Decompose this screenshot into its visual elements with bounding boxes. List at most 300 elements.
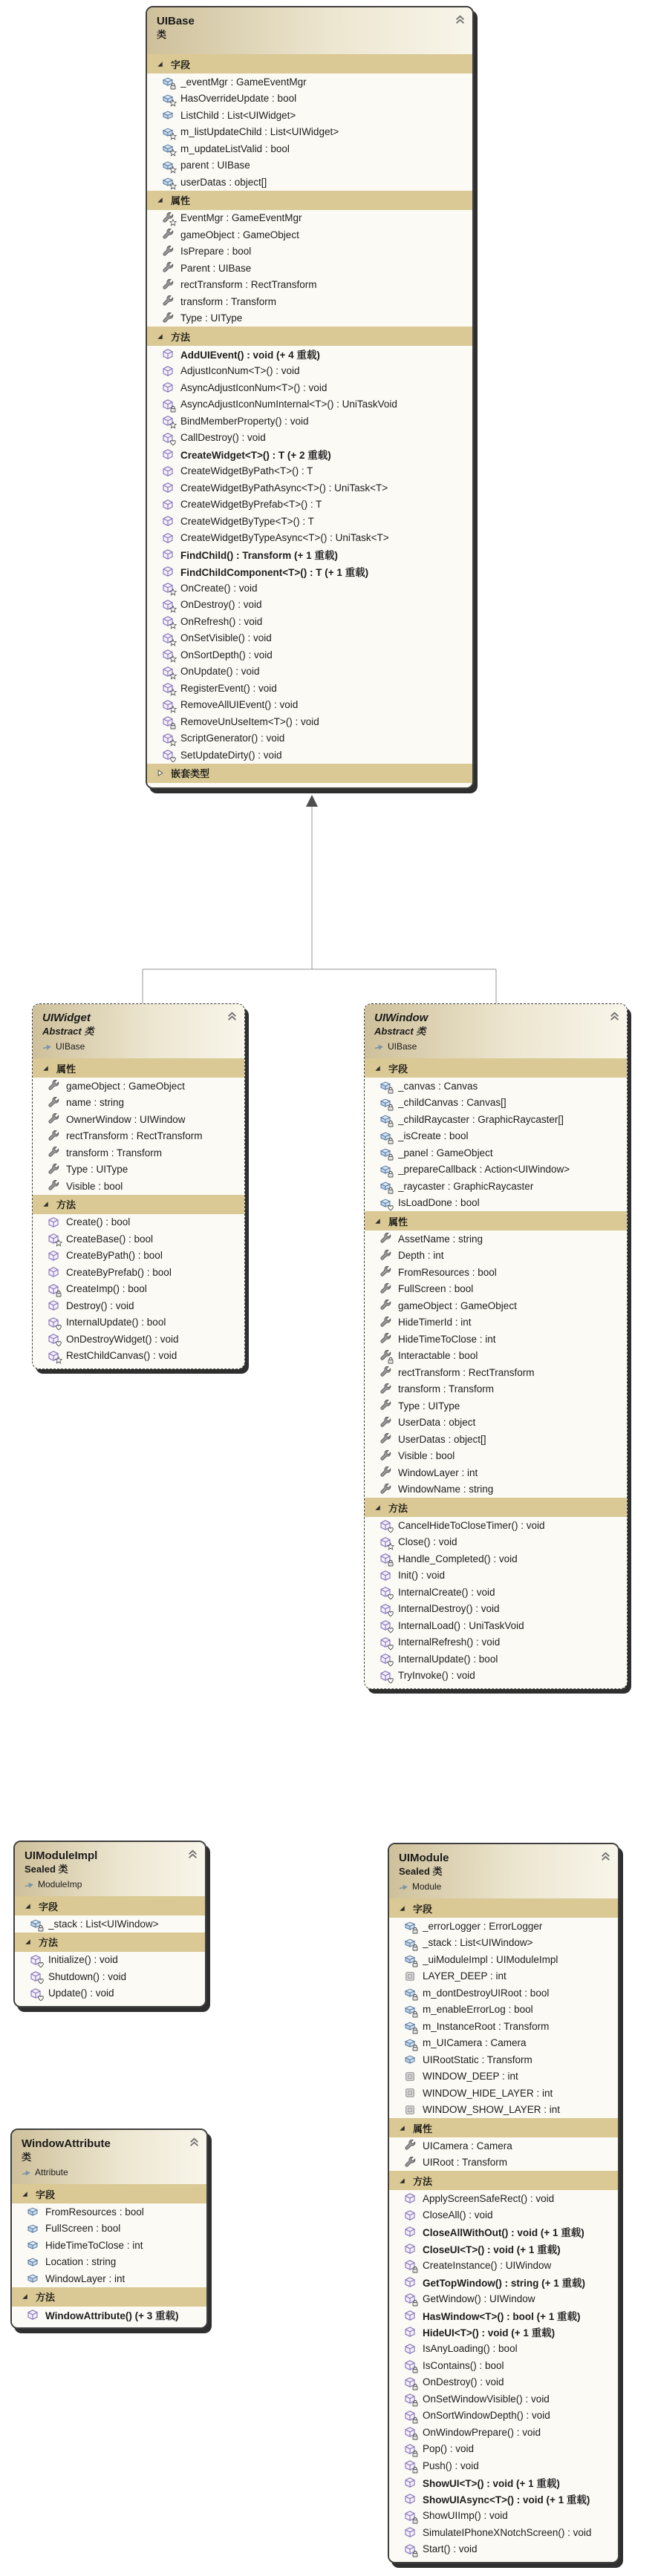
member-text: InternalRefresh() : void xyxy=(398,1636,501,1648)
member-row[interactable] xyxy=(33,1314,244,1331)
member-row[interactable] xyxy=(365,1381,627,1398)
member-row[interactable] xyxy=(389,2341,618,2358)
member-text: LAYER_DEEP : int xyxy=(423,1970,506,1982)
class-box-uimoduleimpl[interactable] xyxy=(13,1841,206,2008)
member-row[interactable] xyxy=(33,1161,244,1179)
member-row[interactable] xyxy=(147,346,472,363)
member-text: Type : UIType xyxy=(180,312,243,324)
member-row[interactable] xyxy=(365,1668,627,1685)
method-icon xyxy=(404,2359,417,2371)
field-icon xyxy=(404,1953,417,1965)
member-row[interactable] xyxy=(33,1128,244,1145)
member-row[interactable] xyxy=(147,713,472,730)
member-row[interactable] xyxy=(389,1968,618,1985)
member-row[interactable] xyxy=(12,2203,206,2221)
member-row[interactable] xyxy=(33,1230,244,1248)
member-text: m_listUpdateChild : List<UIWidget> xyxy=(180,126,339,138)
member-row[interactable] xyxy=(147,140,472,157)
member-row[interactable] xyxy=(389,2390,618,2408)
heart-badge-icon xyxy=(55,1323,62,1331)
star-badge-icon xyxy=(169,606,177,613)
method-icon xyxy=(380,1586,392,1598)
collapse-button[interactable] xyxy=(600,1851,611,1862)
lock-badge-icon xyxy=(411,1944,419,1951)
member-row[interactable] xyxy=(389,2290,618,2307)
property-icon xyxy=(48,1130,60,1142)
method-icon xyxy=(162,699,175,711)
member-row[interactable] xyxy=(389,2241,618,2258)
method-icon xyxy=(162,548,175,560)
class-box-windowattribute[interactable] xyxy=(10,2128,208,2329)
member-text: CreateWidgetByTypeAsync<T>() : UniTask<T> xyxy=(180,532,389,544)
member-text: _childCanvas : Canvas[] xyxy=(398,1097,506,1109)
member-row[interactable] xyxy=(147,243,472,260)
member-text: ShowUI<T>() : void (+ 1 重载) xyxy=(423,2477,560,2489)
member-text: ShowUIAsync<T>() : void (+ 1 重载) xyxy=(423,2494,590,2506)
expander-expanded-icon xyxy=(42,1200,50,1208)
member-row[interactable] xyxy=(15,1968,205,1985)
member-row[interactable] xyxy=(147,613,472,630)
heart-badge-icon xyxy=(387,1643,394,1651)
member-row[interactable] xyxy=(15,1985,205,2002)
member-text: _childRaycaster : GraphicRaycaster[] xyxy=(398,1113,564,1125)
member-text: CreateWidget<T>() : T (+ 2 重载) xyxy=(180,450,331,462)
lock-badge-icon xyxy=(411,2366,419,2373)
member-row[interactable] xyxy=(33,1078,244,1095)
star-badge-icon xyxy=(169,655,177,663)
member-row[interactable] xyxy=(365,1161,627,1179)
member-row[interactable] xyxy=(147,91,472,108)
star-badge-icon xyxy=(169,183,177,190)
member-row[interactable] xyxy=(365,1534,627,1551)
heart-badge-icon xyxy=(387,1659,394,1667)
member-row[interactable] xyxy=(389,1985,618,2002)
member-text: HasWindow<T>() : bool (+ 1 重载) xyxy=(423,2310,581,2322)
property-icon xyxy=(48,1180,60,1192)
member-row[interactable] xyxy=(389,2324,618,2341)
collapse-button[interactable] xyxy=(227,1011,238,1022)
member-row[interactable] xyxy=(365,1464,627,1481)
member-row[interactable] xyxy=(389,2541,618,2558)
member-row[interactable] xyxy=(365,1111,627,1128)
section-header[interactable] xyxy=(147,764,472,783)
member-text: gameObject : GameObject xyxy=(398,1300,517,1311)
member-text: CreateWidgetByPath<T>() : T xyxy=(180,465,313,477)
property-icon xyxy=(380,1283,392,1295)
member-row[interactable] xyxy=(147,747,472,764)
member-row[interactable] xyxy=(147,363,472,380)
member-row[interactable] xyxy=(365,1297,627,1314)
member-row[interactable] xyxy=(33,1331,244,1348)
member-row[interactable] xyxy=(365,1397,627,1415)
member-text: AddUIEvent() : void (+ 4 重载) xyxy=(180,350,320,361)
member-text: OnCreate() : void xyxy=(180,582,258,594)
section-label: 方法 xyxy=(56,1199,76,1210)
member-row[interactable] xyxy=(147,73,472,91)
section-label: 嵌套类型 xyxy=(171,768,210,779)
star-badge-icon xyxy=(169,589,177,596)
member-text: WINDOW_SHOW_LAYER : int xyxy=(423,2104,561,2116)
member-row[interactable] xyxy=(147,580,472,597)
expander-expanded-icon xyxy=(24,1902,32,1910)
method-icon xyxy=(162,715,175,727)
lock-badge-icon xyxy=(169,82,177,90)
member-row[interactable] xyxy=(389,1951,618,1968)
member-row[interactable] xyxy=(147,663,472,681)
member-row[interactable] xyxy=(389,2274,618,2291)
method-icon xyxy=(48,1317,60,1328)
lock-badge-icon xyxy=(387,1087,394,1094)
member-row[interactable] xyxy=(365,1651,627,1668)
member-row[interactable] xyxy=(365,1264,627,1281)
star-badge-icon xyxy=(169,133,177,140)
const-icon xyxy=(404,2071,417,2082)
member-row[interactable] xyxy=(147,124,472,141)
method-icon xyxy=(380,1519,392,1531)
lock-badge-icon xyxy=(169,405,177,413)
member-text: RestChildCanvas() : void xyxy=(66,1350,177,1362)
chevron-up-icon xyxy=(187,1849,198,1860)
class-header xyxy=(147,7,472,54)
method-icon xyxy=(404,2443,417,2455)
section-header[interactable] xyxy=(365,1211,627,1230)
section-header[interactable] xyxy=(12,2184,206,2203)
member-row[interactable] xyxy=(365,1178,627,1195)
member-row[interactable] xyxy=(389,2051,618,2068)
member-row[interactable] xyxy=(147,293,472,310)
member-row[interactable] xyxy=(147,277,472,294)
member-row[interactable] xyxy=(33,1214,244,1231)
star-badge-icon xyxy=(55,1239,62,1247)
member-text: CallDestroy() : void xyxy=(180,432,266,444)
member-row[interactable] xyxy=(389,2441,618,2458)
member-row[interactable] xyxy=(365,1634,627,1651)
member-row[interactable] xyxy=(389,2207,618,2224)
member-row[interactable] xyxy=(147,210,472,227)
inherits-arrow-icon xyxy=(42,1042,52,1052)
member-row[interactable] xyxy=(15,1915,205,1933)
member-row[interactable] xyxy=(365,1448,627,1465)
lock-badge-icon xyxy=(37,1924,45,1932)
member-row[interactable] xyxy=(33,1248,244,1265)
member-row[interactable] xyxy=(389,2474,618,2491)
member-row[interactable] xyxy=(33,1095,244,1112)
member-row[interactable] xyxy=(147,413,472,430)
class-kind: Abstract 类 xyxy=(42,1026,94,1037)
collapse-button[interactable] xyxy=(189,2137,200,2148)
member-row[interactable] xyxy=(389,2223,618,2241)
section-header[interactable] xyxy=(365,1058,627,1078)
class-box-footer xyxy=(33,1364,244,1369)
member-text: WindowLayer : int xyxy=(398,1466,478,1478)
lock-badge-icon xyxy=(411,2466,419,2474)
section-header[interactable] xyxy=(15,1896,205,1915)
member-row[interactable] xyxy=(147,446,472,463)
member-row[interactable] xyxy=(389,2424,618,2441)
member-row[interactable] xyxy=(147,530,472,547)
member-row[interactable] xyxy=(389,2190,618,2207)
member-text: Push() : void xyxy=(423,2459,479,2471)
member-row[interactable] xyxy=(33,1144,244,1161)
member-row[interactable] xyxy=(365,1567,627,1584)
member-row[interactable] xyxy=(147,379,472,396)
member-row[interactable] xyxy=(365,1281,627,1298)
member-row[interactable] xyxy=(33,1297,244,1314)
inherits-arrow-icon xyxy=(399,1882,408,1892)
member-row[interactable] xyxy=(33,1348,244,1365)
member-row[interactable] xyxy=(389,2154,618,2172)
member-text: gameObject : GameObject xyxy=(66,1080,185,1092)
class-box-footer xyxy=(365,1684,627,1688)
member-row[interactable] xyxy=(389,2508,618,2525)
property-icon xyxy=(404,2140,417,2151)
member-text: rectTransform : RectTransform xyxy=(398,1366,535,1378)
method-icon xyxy=(404,2493,417,2505)
collapse-button[interactable] xyxy=(609,1011,620,1022)
section-header[interactable] xyxy=(147,327,472,346)
class-kind: Abstract 类 xyxy=(374,1026,426,1037)
property-icon xyxy=(380,1366,392,1378)
expander-expanded-icon xyxy=(42,1064,50,1072)
method-icon xyxy=(162,381,175,393)
class-title: UIBase xyxy=(157,15,195,27)
member-row[interactable] xyxy=(147,597,472,614)
member-row[interactable] xyxy=(389,2524,618,2541)
member-row[interactable] xyxy=(365,1550,627,1567)
member-row[interactable] xyxy=(389,2102,618,2119)
member-row[interactable] xyxy=(15,1952,205,1969)
member-row[interactable] xyxy=(147,630,472,647)
member-row[interactable] xyxy=(389,1935,618,1952)
field-icon xyxy=(380,1164,392,1176)
class-box-uiwindow[interactable] xyxy=(364,1003,628,1689)
section-header[interactable] xyxy=(147,191,472,210)
member-row[interactable] xyxy=(365,1348,627,1365)
member-row[interactable] xyxy=(365,1415,627,1432)
section-header[interactable] xyxy=(365,1498,627,1517)
expander-expanded-icon xyxy=(156,60,164,68)
member-row[interactable] xyxy=(147,174,472,191)
member-text: userDatas : object[] xyxy=(180,176,267,188)
property-icon xyxy=(48,1113,60,1125)
member-row[interactable] xyxy=(389,2374,618,2391)
method-icon xyxy=(48,1300,60,1311)
member-row[interactable] xyxy=(389,2002,618,2019)
member-row[interactable] xyxy=(365,1364,627,1381)
member-row[interactable] xyxy=(365,1078,627,1095)
member-row[interactable] xyxy=(147,107,472,124)
member-row[interactable] xyxy=(147,496,472,514)
member-row[interactable] xyxy=(33,1281,244,1298)
member-row[interactable] xyxy=(365,1517,627,1534)
member-row[interactable] xyxy=(12,2307,206,2324)
member-text: Close() : void xyxy=(398,1536,457,1548)
star-badge-icon xyxy=(387,1543,394,1550)
member-row[interactable] xyxy=(147,546,472,563)
base-type-name: UIBase xyxy=(388,1041,417,1052)
class-kind: Sealed 类 xyxy=(399,1866,443,1877)
section-header[interactable] xyxy=(33,1058,244,1078)
lock-badge-icon xyxy=(411,2383,419,2390)
method-icon xyxy=(380,1653,392,1665)
field-icon xyxy=(162,126,175,138)
star-badge-icon xyxy=(169,99,177,107)
section-header[interactable] xyxy=(33,1195,244,1214)
star-badge-icon xyxy=(169,622,177,629)
member-row[interactable] xyxy=(147,463,472,480)
method-icon xyxy=(404,2510,417,2522)
field-icon xyxy=(380,1113,392,1125)
section-header[interactable] xyxy=(389,1898,618,1918)
member-text: _prepareCallback : Action<UIWindow> xyxy=(398,1164,570,1176)
member-row[interactable] xyxy=(33,1264,244,1281)
property-icon xyxy=(162,212,175,224)
member-text: EventMgr : GameEventMgr xyxy=(180,212,302,224)
member-text: HideUI<T>() : void (+ 1 重载) xyxy=(423,2327,556,2339)
member-row[interactable] xyxy=(365,1431,627,1448)
field-icon xyxy=(162,176,175,188)
member-row[interactable] xyxy=(389,2085,618,2102)
member-row[interactable] xyxy=(389,2357,618,2374)
collapse-button[interactable] xyxy=(455,14,466,25)
member-text: _stack : List<UIWindow> xyxy=(423,1937,533,1949)
field-icon xyxy=(27,2272,39,2284)
section-header[interactable] xyxy=(12,2287,206,2307)
section-header[interactable] xyxy=(389,2118,618,2137)
member-row[interactable] xyxy=(365,1314,627,1331)
member-row[interactable] xyxy=(147,157,472,174)
class-title: UIModuleImpl xyxy=(25,1849,98,1862)
method-icon xyxy=(162,615,175,627)
member-text: WindowName : string xyxy=(398,1484,494,1495)
method-icon xyxy=(380,1619,392,1631)
member-row[interactable] xyxy=(365,1584,627,1601)
member-row[interactable] xyxy=(389,2137,618,2154)
const-icon xyxy=(404,1970,417,1982)
member-row[interactable] xyxy=(365,1144,627,1161)
method-icon xyxy=(380,1536,392,1548)
member-row[interactable] xyxy=(389,2307,618,2324)
member-row[interactable] xyxy=(147,730,472,747)
expander-expanded-icon xyxy=(374,1217,382,1225)
property-icon xyxy=(380,1333,392,1345)
class-box-uibase[interactable] xyxy=(146,6,474,789)
member-row[interactable] xyxy=(12,2254,206,2271)
member-text: Visible : bool xyxy=(398,1450,455,1462)
member-row[interactable] xyxy=(147,479,472,496)
member-row[interactable] xyxy=(33,1111,244,1128)
member-row[interactable] xyxy=(365,1617,627,1634)
member-row[interactable] xyxy=(147,646,472,663)
member-text: HasOverrideUpdate : bool xyxy=(180,93,297,105)
member-row[interactable] xyxy=(12,2221,206,2238)
method-icon xyxy=(404,2310,417,2321)
member-text: FindChild() : Transform (+ 1 重载) xyxy=(180,550,338,562)
member-text: OnDestroyWidget() : void xyxy=(66,1333,179,1345)
section-header[interactable] xyxy=(147,54,472,73)
member-row[interactable] xyxy=(147,697,472,714)
member-text: CreateByPrefab() : bool xyxy=(66,1266,172,1278)
member-row[interactable] xyxy=(389,2408,618,2425)
member-text: CreateBase() : bool xyxy=(66,1233,154,1245)
member-row[interactable] xyxy=(147,513,472,530)
member-text: AdjustIconNum<T>() : void xyxy=(180,365,300,377)
section-header[interactable] xyxy=(389,2171,618,2190)
member-row[interactable] xyxy=(147,260,472,277)
member-text: OnWindowPrepare() : void xyxy=(423,2426,541,2438)
member-text: AsyncAdjustIconNumInternal<T>() : UniTaskVoid xyxy=(180,399,397,410)
member-row[interactable] xyxy=(389,2018,618,2035)
expander-expanded-icon xyxy=(374,1064,382,1072)
inherits-arrow-icon xyxy=(22,2168,31,2177)
member-row[interactable] xyxy=(389,1918,618,1935)
section-header[interactable] xyxy=(15,1933,205,1952)
class-box-uiwidget[interactable] xyxy=(32,1003,245,1369)
member-row[interactable] xyxy=(147,396,472,413)
member-row[interactable] xyxy=(389,2457,618,2474)
member-row[interactable] xyxy=(147,310,472,327)
member-row[interactable] xyxy=(365,1095,627,1112)
member-text: _canvas : Canvas xyxy=(398,1080,478,1092)
member-row[interactable] xyxy=(389,2068,618,2085)
heart-badge-icon xyxy=(169,439,177,446)
expander-expanded-icon xyxy=(156,332,164,341)
member-text: gameObject : GameObject xyxy=(180,229,299,240)
base-type-name: ModuleImp xyxy=(38,1879,82,1890)
member-row[interactable] xyxy=(365,1481,627,1498)
member-row[interactable] xyxy=(389,2491,618,2508)
collapse-button[interactable] xyxy=(187,1849,198,1860)
member-row[interactable] xyxy=(147,226,472,243)
field-icon xyxy=(162,142,175,154)
member-text: m_UICamera : Camera xyxy=(423,2037,527,2049)
member-row[interactable] xyxy=(365,1248,627,1265)
class-box-uimodule[interactable] xyxy=(388,1843,619,2563)
section-label: 属性 xyxy=(171,195,191,206)
chevron-up-icon xyxy=(189,2137,200,2148)
method-icon xyxy=(30,1970,42,1982)
property-icon xyxy=(162,246,175,258)
star-badge-icon xyxy=(55,1357,62,1364)
method-icon xyxy=(162,499,175,511)
method-icon xyxy=(30,1987,42,1999)
member-row[interactable] xyxy=(12,2270,206,2287)
heart-badge-icon xyxy=(387,1593,394,1600)
expander-expanded-icon xyxy=(21,2190,29,2198)
member-row[interactable] xyxy=(389,2035,618,2052)
member-row[interactable] xyxy=(365,1601,627,1618)
member-row[interactable] xyxy=(365,1195,627,1212)
member-text: Location : string xyxy=(45,2256,117,2268)
member-row[interactable] xyxy=(365,1331,627,1348)
star-badge-icon xyxy=(169,706,177,713)
member-row[interactable] xyxy=(147,430,472,447)
class-header xyxy=(365,1004,627,1058)
member-row[interactable] xyxy=(33,1178,244,1195)
member-row[interactable] xyxy=(365,1128,627,1145)
member-row[interactable] xyxy=(147,680,472,697)
member-text: m_dontDestroyUIRoot : bool xyxy=(423,1987,550,1999)
member-row[interactable] xyxy=(365,1230,627,1248)
member-text: UserDatas : object[] xyxy=(398,1433,486,1445)
member-row[interactable] xyxy=(389,2257,618,2274)
expander-expanded-icon xyxy=(156,196,164,204)
member-row[interactable] xyxy=(12,2237,206,2254)
field-icon xyxy=(27,2223,39,2235)
method-icon xyxy=(162,632,175,644)
member-text: _uiModuleImpl : UIModuleImpl xyxy=(423,1953,558,1965)
member-row[interactable] xyxy=(147,563,472,580)
